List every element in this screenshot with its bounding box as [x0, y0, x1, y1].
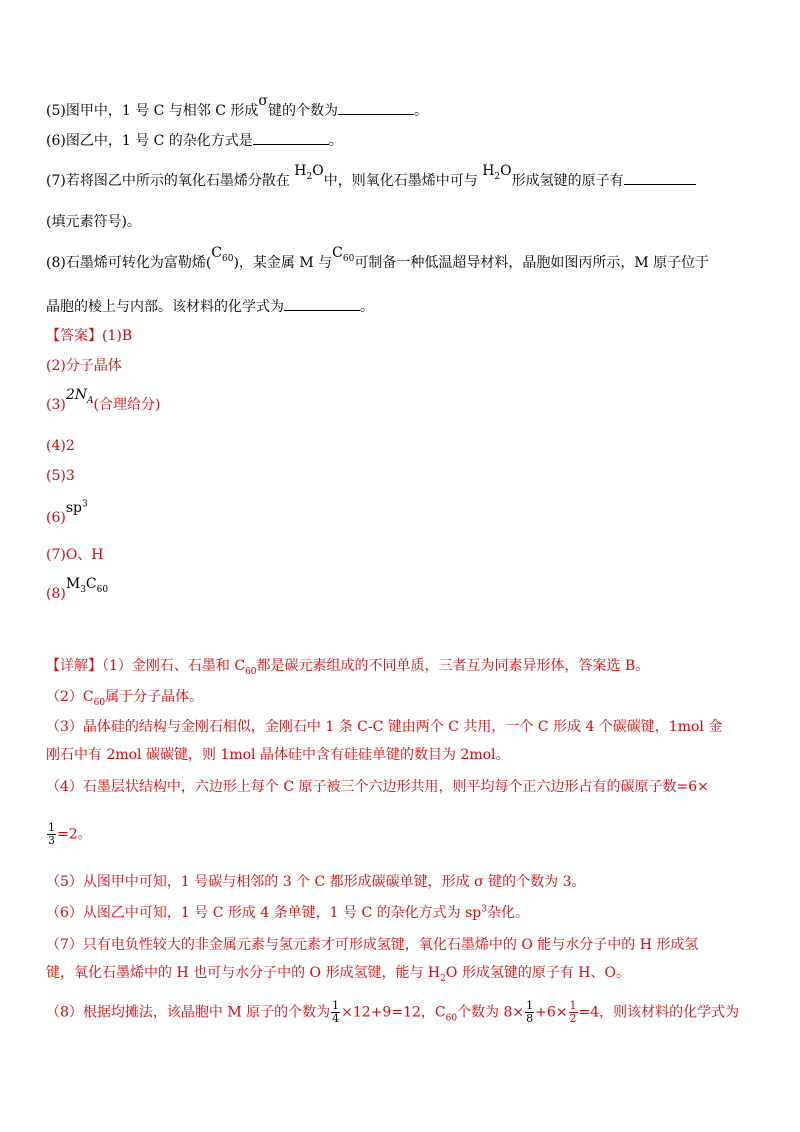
detail-7-line2: 键，氧化石墨烯中的 H 也可与水分子中的 O 形成氢键，能与 $H_2O$ 形成氢键的原子有 H、O。 — [46, 965, 630, 984]
detail-4-line2: $\frac{1}{3}$ =2。 — [48, 821, 92, 847]
h2o-formula: $H_2O$ — [482, 163, 512, 182]
answer-1: 【答案】(1)B — [46, 328, 133, 344]
answer-7: (7)O、H — [46, 547, 104, 563]
detail-1: 【详解】（1）金刚石、石墨和 $C_{60}$都是碳元素组成的不同单质，三者互为同素异形体，答案选 B。 — [46, 658, 650, 677]
question-7: (7)若将图乙中所示的氧化石墨烯分散在 $H_2O$中，则氧化石墨烯中可与 $H_2O$形成氢键的原子有 — [46, 170, 696, 191]
avogadro-formula: $2N_A$ — [65, 387, 94, 406]
answer-6: $(6)sp^3$ — [46, 499, 88, 526]
answer-5: (5)3 — [46, 468, 75, 484]
answer-blank — [624, 170, 696, 185]
fraction-one-half: $\frac{1}{2}$ — [569, 999, 577, 1025]
sp3-formula: $sp^3$ — [65, 499, 88, 516]
detail-7-line1: （7）只有电负性较大的非金属元素与氢元素才可形成氢键，氧化石墨烯中的 O 能与水分子中的 H 形成氢 — [46, 937, 699, 953]
h2o-formula: $H_2O$ — [294, 163, 324, 182]
m3c60-formula: $M_3C_{60}$ — [65, 576, 109, 595]
answer-3: $(3)2N_A$(合理给分) — [46, 387, 161, 413]
fraction-one-eighth: $\frac{1}{8}$ — [526, 999, 534, 1025]
question-8-line2: 晶胞的棱上与内部。该材料的化学式为 。 — [46, 296, 374, 317]
answer-blank — [284, 296, 360, 311]
question-5: (5)图甲中，1 号 C 与相邻 C 形成σ键的个数为 。 — [46, 93, 428, 119]
answer-blank — [338, 100, 414, 115]
detail-6: （6）从图乙中可知，1 号 C 形成 4 条单键，1 号 C 的杂化方式为 $sp^3$杂化。 — [46, 904, 529, 921]
answer-8: $(8)M_3C_{60}$ — [46, 576, 109, 602]
detail-5: （5）从图甲中可知，1 号碳与相邻的 3 个 C 都形成碳碳单键，形成 σ 键的个数为 3。 — [46, 874, 586, 890]
question-8: (8)石墨烯可转化为富勒烯$(C_{60})$，某金属 M 与$C_{60}$可制备一种低温超导材料，晶胞如图丙所示，M 原子位于 — [46, 245, 710, 271]
fraction-one-third: $\frac{1}{3}$ — [48, 821, 55, 847]
answer-2: (2)分子晶体 — [46, 358, 122, 374]
detail-4-line1: （4）石墨层状结构中，六边形上每个 C 原子被三个六边形共用，则平均每个正六边形占有的碳原子数=6× — [46, 779, 709, 795]
c60-formula: $C_{60}$ — [211, 245, 234, 264]
answer-4: (4)2 — [46, 438, 75, 454]
answer-label: 【答案】 — [46, 328, 102, 344]
detail-3-line1: （3）晶体硅的结构与金刚石相似，金刚石中 1 条 C-C 键由两个 C 共用，一个 C 形成 4 个碳碳键，1mol 金 — [46, 719, 723, 735]
detail-label: 【详解】 — [46, 658, 102, 674]
detail-3-line2: 刚石中有 2mol 碳碳键，则 1mol 晶体硅中含有硅硅单键的数目为 2mol。 — [46, 747, 510, 763]
fraction-one-quarter: $\frac{1}{4}$ — [332, 999, 340, 1025]
answer-blank — [253, 130, 329, 145]
detail-8: （8）根据均摊法，该晶胞中 M 原子的个数为 $\frac{1}{4}$ ×12+9=12，$C_{60}$个数为 8× $\frac{1}{8}$ +6× $\frac{1}{2}$ =4，则该材料的化学式为 — [46, 999, 740, 1025]
question-7-note: (填元素符号)。 — [46, 214, 141, 230]
c60-formula: $C_{60}$ — [332, 245, 355, 264]
detail-2: $(2)C_{60}$属于分子晶体。 — [46, 689, 204, 708]
question-6: (6)图乙中，1 号 C 的杂化方式是 。 — [46, 130, 343, 151]
